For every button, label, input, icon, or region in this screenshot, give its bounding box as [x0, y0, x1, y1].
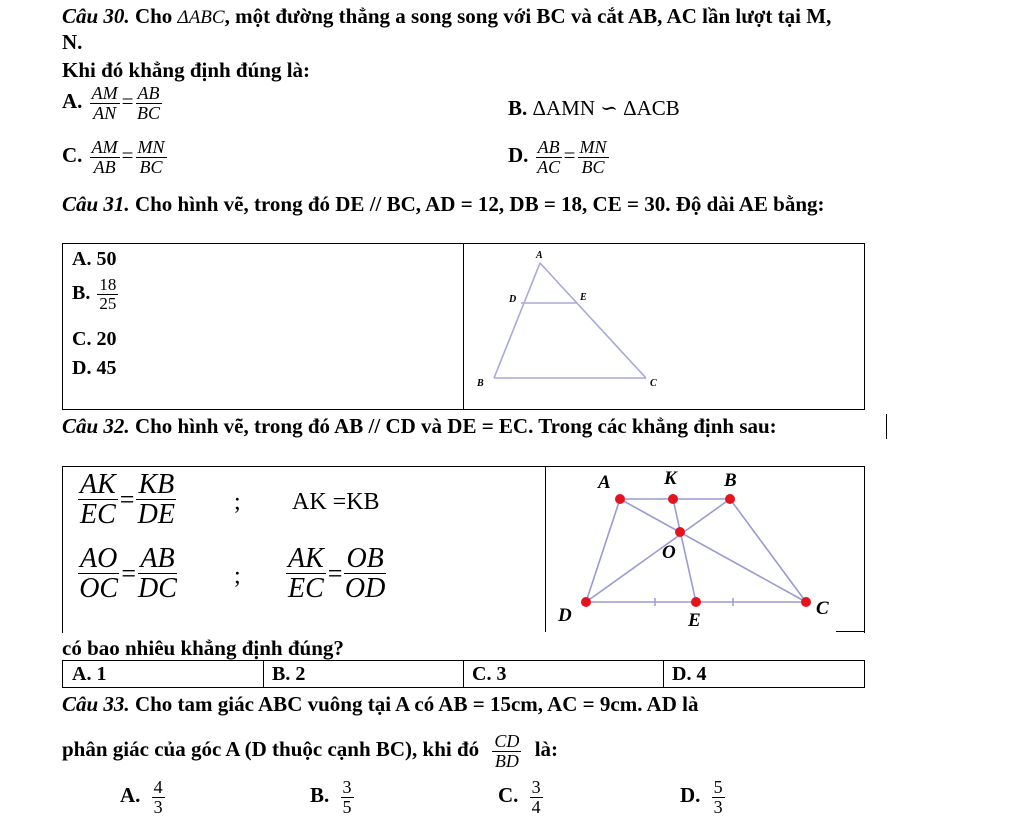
- point-c: [801, 597, 811, 607]
- options-divider-3: [663, 660, 664, 688]
- q32-question: Câu 32. Cho hình vẽ, trong đó AB // CD và DE = EC. Trong các khẳng định sau:: [62, 414, 777, 438]
- text-cursor: [886, 414, 887, 439]
- label-e: E: [688, 610, 701, 631]
- q31-table-divider: [463, 243, 464, 410]
- label-o: O: [662, 542, 676, 563]
- q32-statement-3: $\frac{AO}{OC}$ = $\frac{AB}{DC}$: [79, 543, 177, 605]
- label-e: E: [580, 292, 587, 303]
- label-b: B: [724, 470, 737, 491]
- point-o: [675, 527, 685, 537]
- q32-statement-1: $\frac{AK}{EC}$ = $\frac{KB}{DE}$: [80, 469, 175, 531]
- q32-separator-2: ;: [234, 563, 241, 589]
- q31-question: Câu 31. Cho hình vẽ, trong đó DE // BC, AD = 12, DB = 18, CE = 30. Độ dài AE bằng:: [62, 192, 825, 216]
- point-a: [615, 494, 625, 504]
- q32-option-c: C. 3: [472, 663, 507, 685]
- q32-table-bottom-right: [836, 631, 864, 632]
- point-d: [581, 597, 591, 607]
- q31-label: Câu 31.: [62, 192, 130, 216]
- segment-bd: [586, 499, 730, 602]
- q31-option-c: C. 20: [72, 328, 117, 350]
- point-b: [725, 494, 735, 504]
- label-k: K: [664, 468, 677, 489]
- q33-option-c: C. $\frac{3}{4}$: [498, 777, 541, 817]
- q33-label: Câu 33.: [62, 692, 130, 716]
- segment-ac: [620, 499, 806, 602]
- q30-option-b: B. ΔAMN ∽ ΔACB: [508, 96, 680, 120]
- point-e: [691, 597, 701, 607]
- q30-line1: Câu 30. Cho ΔABC, một đường thẳng a song song với BC và cắt AB, AC lần lượt tại M,: [62, 4, 832, 28]
- q32-label: Câu 32.: [62, 414, 130, 438]
- q33-option-a: A. $\frac{4}{3}$: [120, 777, 163, 817]
- q32-separator-1: ;: [234, 489, 241, 515]
- label-b: B: [477, 378, 484, 389]
- q31-triangle-figure: [470, 246, 670, 396]
- q33-line1: Câu 33. Cho tam giác ABC vuông tại A có AB = 15cm, AC = 9cm. AD là: [62, 692, 699, 716]
- q33-line2: phân giác của góc A (D thuộc cạnh BC), khi đó $\frac{CD}{BD}$ là:: [62, 731, 559, 771]
- q32-statement-2: AK =KB: [292, 489, 380, 515]
- q30-label: Câu 30.: [62, 4, 130, 28]
- q32-option-a: A. 1: [72, 663, 107, 685]
- label-a: A: [536, 250, 543, 261]
- q30-line2: N.: [62, 30, 83, 54]
- q33-option-b: B. $\frac{3}{5}$: [310, 777, 352, 817]
- q31-option-a: A. 50: [72, 248, 117, 270]
- q31-option-b: B. $\frac{18}{25}$: [72, 275, 117, 313]
- q32-statement-4: $\frac{AK}{EC}$ = $\frac{OB}{OD}$: [288, 543, 386, 605]
- segment-ac: [540, 263, 646, 378]
- segment-ad: [586, 499, 620, 602]
- q30-option-a: A. $\frac{AM}{AN}$ = $\frac{AB}{BC}$: [62, 83, 161, 123]
- triangle-abc: ΔABC: [177, 7, 225, 28]
- q32-table-divider: [545, 466, 546, 632]
- q31-option-d: D. 45: [72, 357, 117, 379]
- q30-option-c: C. $\frac{AM}{AB}$ = $\frac{MN}{BC}$: [62, 137, 165, 177]
- options-divider-1: [263, 660, 264, 688]
- label-c: C: [816, 598, 829, 619]
- label-d: D: [558, 605, 572, 626]
- q32-trapezoid-figure: [550, 468, 840, 632]
- label-c: C: [650, 378, 657, 389]
- q30-option-d: D. $\frac{AB}{AC}$ = $\frac{MN}{BC}$: [508, 137, 607, 177]
- options-divider-2: [463, 660, 464, 688]
- label-d: D: [509, 294, 517, 305]
- q32-option-b: B. 2: [272, 663, 306, 685]
- segment-bc: [730, 499, 806, 602]
- q33-option-d: D. $\frac{5}{3}$: [680, 777, 723, 817]
- q32-subquestion: có bao nhiêu khẳng định đúng?: [62, 636, 344, 660]
- q30-prompt: Khi đó khẳng định đúng là:: [62, 58, 311, 82]
- q32-option-d: D. 4: [672, 663, 707, 685]
- label-a: A: [598, 472, 611, 493]
- segment-ke: [673, 499, 696, 602]
- segment-ab: [494, 263, 540, 378]
- point-k: [668, 494, 678, 504]
